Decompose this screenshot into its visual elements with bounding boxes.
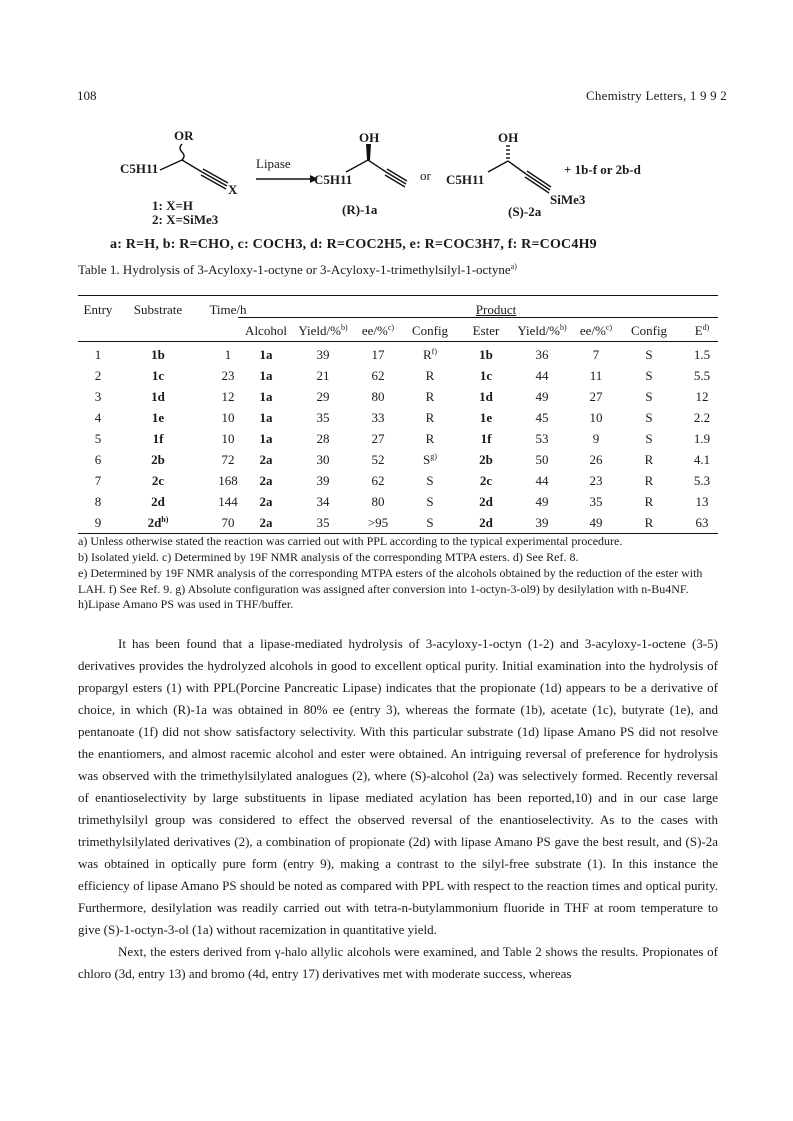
hdr-config2: Config [630,323,668,338]
mid-c5h11: C5H11 [314,172,353,187]
table-cell-c1: $S^{g)}$ [423,452,437,467]
table-cell-est: 1b [479,347,493,362]
table-cell-y2: 36 [535,347,549,362]
table-cell-y2: 53 [535,431,549,446]
table-cell-e: 2.2 [693,410,711,425]
table-cell-c2: R [644,473,654,488]
table-cell-e: 4.1 [693,452,711,467]
table-cell-e: 1.5 [693,347,711,362]
footnote-a: a) Unless otherwise stated the reaction was carried out with PPL according to the typical experimental procedure. [78,534,623,548]
table-cell-entry: 6 [94,452,102,467]
table-cell-y1: 39 [316,473,330,488]
reaction-scheme [110,128,710,233]
table-cell-sub: 1d [151,389,165,404]
table-cell-c2: S [645,431,653,446]
table-cell-time: 23 [221,368,235,383]
table-cell-y1: 21 [316,368,330,383]
footnote-b: b) Isolated yield. c) Determined by 19F NMR analysis of the corresponding MTPA esters. d) See Ref. 8. [78,550,579,564]
body-text [78,633,718,985]
table-cell-ee1: >95 [367,515,389,530]
table-cell-c2: S [645,389,653,404]
paragraph-1: It has been found that a lipase-mediated hydrolysis of 3-acyloxy-1-octyn (1-2) and 3-acyloxy-1-octene (3-5) derivatives provides the hydrolyzed alcohols in good to excellent optical purity. Initial examination into the hydrolysis of propargyl esters (1) with PPL(Porcine Pancreatic Lipase) indicates that the propionate (1d) appears to be a derivative of choice, in which (R)-1a was obtained in 80% ee (entry 3), whereas the formate (1b), acetate (1c), butyrate (1e), and pentanoate (1f) did not show satisfactory selectivity. With this particular substrate (1d) lipase Amano PS did not resolve the enantiomers, and almost racemic alcohol and ester were obtained. An intriguing reversal of preference for hydrolysis was observed with the trimethylsilylated analogues (2), where (S)-alcohol (2a) was selectively formed. Recently reversal of enantioselectivity by large substituents in lipase mediated acylation has been reported,10) and in our case large trimethylsilyl group was considered to effect the observed reversal of the enantioselectivity. As to the cases with trimethylsilylated derivatives (2), a combination of propionate (2d) with lipase Amano PS gave the best result, and (S)-2a was obtained in optically pure form (entry 9), making a contrast to the silyl-free substrate (1). In this instance the efficiency of lipase Amano PS should be noted as compared with PPL with respect to the reaction times and optical purity. Furthermore, desilylation was readily carried out with tetra-n-butylammonium fluoride in THF at room temperature to give (S)-1-octyn-3-ol (1a) without racemization in quantitative yield. [78,636,718,937]
table-cell-c2: S [645,368,653,383]
table-cell-entry: 8 [94,494,102,509]
table-cell-est: 1c [479,368,493,383]
hdr-ee: ee/%$^{c)}$ [361,323,395,338]
table-cell-e: 5.3 [693,473,711,488]
left-x: X [228,182,238,197]
journal-header: Chemistry Letters, 1 9 9 2 [586,88,727,103]
right-label: (S)-2a [508,204,542,219]
table-cell-time: 144 [218,494,238,509]
reagent-lipase: Lipase [256,156,291,171]
table-cell-time: 168 [218,473,238,488]
label-1: 1: X=H [152,198,193,213]
table-cell-alc: 2a [259,473,273,488]
table-cell-ee1: 17 [371,347,385,362]
table-cell-e: 1.9 [693,431,711,446]
footnote-e: e) Determined by 19F NMR analysis of the corresponding MTPA esters of the alcohols obtained by the reduction of the ester with LAH. f) See Ref. 9. g) Absolute configuration was assigned after conversion into 1-octyn-3-ol9) by desilylation with n-Bu4NF. h)Lipase Amano PS was used in THF/buffer. [78,566,703,611]
table-cell-y1: 28 [316,431,330,446]
table-cell-ee2: 10 [589,410,603,425]
table-cell-entry: 2 [94,368,102,383]
hdr-time: Time/h [209,302,247,317]
mid-oh: OH [359,130,380,145]
table-cell-c2: R [644,494,654,509]
table-cell-y2: 49 [535,389,549,404]
table-cell-entry: 7 [94,473,102,488]
table-cell-c2: S [645,347,653,362]
table-cell-y1: 39 [316,347,330,362]
table-cell-sub: 2b [151,452,165,467]
hdr-e: $E^{d)}$ [694,323,710,338]
hdr-yield2: Yield/%$^{b)}$ [517,323,567,338]
table-cell-e: 63 [695,515,709,530]
table-cell-alc: 1a [259,431,273,446]
plus-text: + 1b-f or 2b-d [564,162,641,177]
table-cell-y1: 34 [316,494,330,509]
table-cell-alc: 2a [259,494,273,509]
table-cell-alc: 1a [259,368,273,383]
right-sime3: SiMe3 [550,192,586,207]
hdr-substrate: Substrate [133,302,183,317]
table-cell-y2: 39 [535,515,549,530]
table-cell-ee1: 62 [371,368,385,383]
hdr-yield: Yield/%$^{b)}$ [298,323,348,338]
table-cell-ee1: 80 [371,389,385,404]
table-cell-sub: 1e [151,410,165,425]
table-cell-sub: 1f [152,431,164,446]
table-cell-c2: S [645,410,653,425]
abbreviations: a: R=H, b: R=CHO, c: COCH3, d: R=COC2H5, e: R=COC3H7, f: R=COC4H9 [110,237,597,252]
hdr-alcohol: Alcohol [245,323,287,338]
table-cell-c2: R [644,515,654,530]
hdr-config: Config [411,323,449,338]
table-cell-est: 2d [479,515,493,530]
table-cell-ee1: 52 [371,452,385,467]
table-cell-y2: 45 [535,410,549,425]
table-cell-est: 2d [479,494,493,509]
table-cell-y1: 29 [316,389,330,404]
or-text: or [420,168,431,183]
table-cell-time: 10 [221,431,235,446]
table-cell-ee2: 35 [589,494,603,509]
paragraph-2: Next, the esters derived from γ-halo allylic alcohols were examined, and Table 2 shows the results. Propionates of chloro (3d, entry 13) and bromo (4d, entry 17) derivatives met with moderate success, whereas [78,944,718,981]
table-cell-sub: 2d [151,494,165,509]
table-cell-c1: R [425,431,435,446]
table-cell-ee2: 11 [589,368,603,383]
table-cell-c1: S [426,494,434,509]
table-cell-entry: 4 [94,410,102,425]
table-cell-time: 12 [221,389,235,404]
table-cell-ee1: 62 [371,473,385,488]
table-cell-ee1: 80 [371,494,385,509]
table-cell-c2: R [644,452,654,467]
table-cell-c1: S [426,515,434,530]
table-cell-entry: 5 [94,431,102,446]
table-cell-c1: R [425,410,435,425]
left-c5h11: C5H11 [120,161,159,176]
page-number: 108 [77,88,97,103]
table-cell-alc: 2a [259,515,273,530]
hdr-ee2: ee/%$^{c)}$ [579,323,613,338]
table-cell-alc: 1a [259,410,273,425]
table-cell-time: 72 [221,452,235,467]
table-cell-e: 12 [695,389,709,404]
label-2: 2: X=SiMe3 [152,212,219,227]
table-cell-ee2: 27 [589,389,603,404]
table-cell-e: 5.5 [693,368,711,383]
table-cell-y1: 35 [316,515,330,530]
table-cell-entry: 1 [94,347,102,362]
table-cell-e: 13 [695,494,709,509]
table-cell-y2: 49 [535,494,549,509]
table-cell-est: 2b [479,452,493,467]
table-cell-c1: S [426,473,434,488]
table-cell-est: 2c [479,473,493,488]
left-or: OR [174,128,194,143]
table-cell-time: 1 [224,347,232,362]
table-cell-ee2: 7 [592,347,600,362]
table-cell-ee2: 49 [589,515,603,530]
table-cell-y2: 44 [535,473,549,488]
table-cell-alc: 2a [259,452,273,467]
table-cell-y1: 35 [316,410,330,425]
table-cell-est: 1f [480,431,492,446]
hdr-ester: Ester [472,323,500,338]
table-cell-sub: 2c [151,473,165,488]
table-cell-alc: 1a [259,389,273,404]
table-cell-time: 70 [221,515,235,530]
right-oh: OH [498,130,519,145]
table-cell-alc: 1a [259,347,273,362]
table-cell-y1: 30 [316,452,330,467]
table-cell-ee2: 9 [592,431,600,446]
table-cell-ee2: 23 [589,473,603,488]
table-cell-y2: 44 [535,368,549,383]
table-cell-ee1: 33 [371,410,385,425]
table-cell-c1: $R^{f)}$ [423,347,437,362]
table-cell-y2: 50 [535,452,549,467]
table-cell-est: 1d [479,389,493,404]
table-caption: Table 1. Hydrolysis of 3-Acyloxy-1-octyne or 3-Acyloxy-1-trimethylsilyl-1-octyne$^{a)}$ [78,262,517,277]
table-cell-sub: 1c [151,368,165,383]
hdr-product: Product [475,302,517,317]
mid-label: (R)-1a [342,202,378,217]
table-cell-c1: R [425,389,435,404]
table-cell-est: 1e [479,410,493,425]
table-cell-entry: 3 [94,389,102,404]
table-cell-entry: 9 [94,515,102,530]
table-cell-sub: $2d^{h)}$ [147,515,169,530]
table-cell-ee1: 27 [371,431,385,446]
table-cell-sub: 1b [151,347,165,362]
table-cell-c1: R [425,368,435,383]
right-c5h11: C5H11 [446,172,485,187]
hdr-entry: Entry [83,302,113,317]
table-cell-time: 10 [221,410,235,425]
table-cell-ee2: 26 [589,452,603,467]
